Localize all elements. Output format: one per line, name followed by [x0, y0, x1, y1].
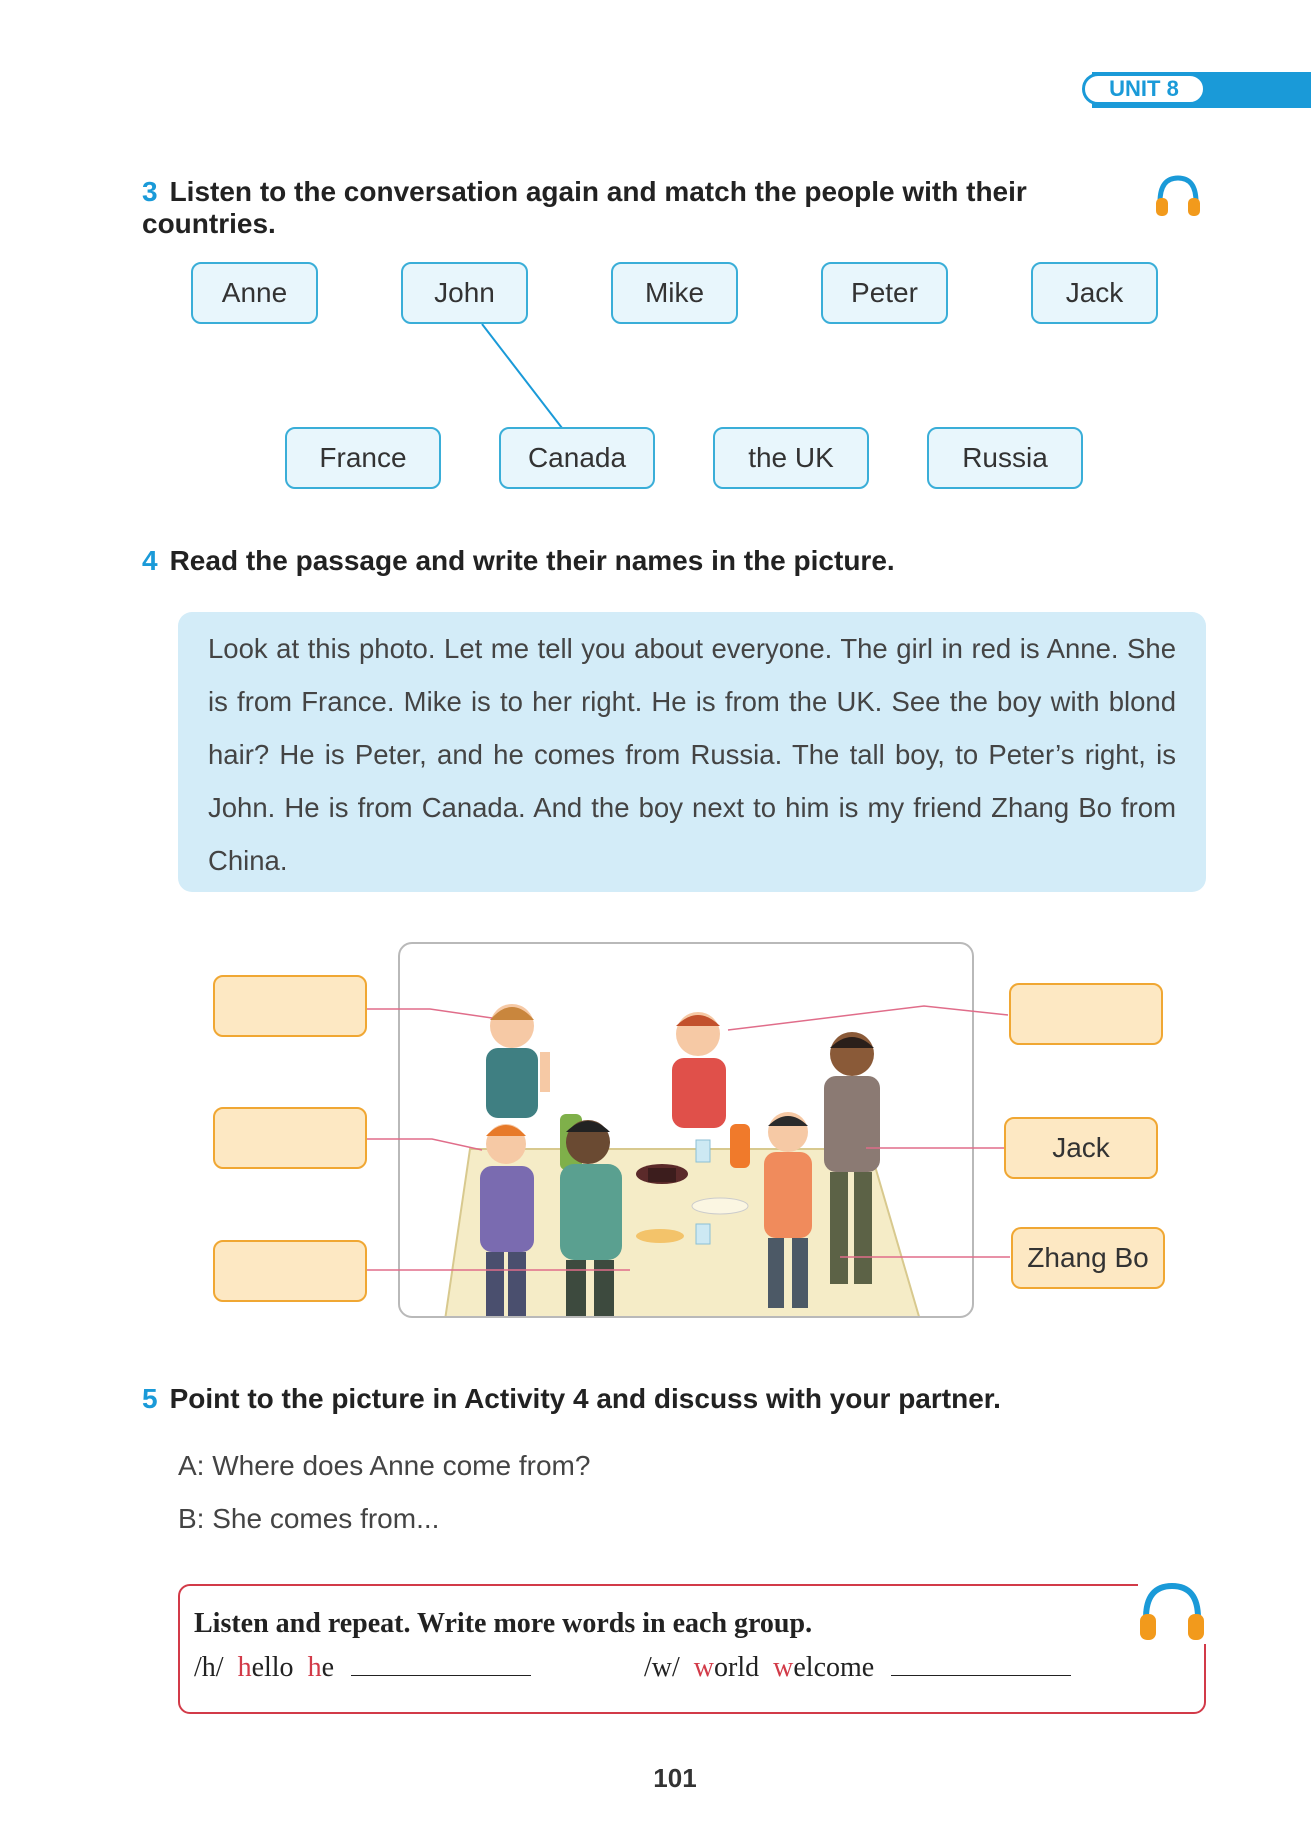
name-box-empty-2[interactable] [213, 1107, 367, 1169]
name-box-empty-1[interactable] [213, 975, 367, 1037]
name-box-empty-3[interactable] [213, 1240, 367, 1302]
person-john[interactable]: John [401, 262, 528, 324]
dialog-line-a: A: Where does Anne come from? [178, 1450, 591, 1481]
activity-5-heading [142, 1383, 1142, 1415]
activity-4-number: 4 [142, 545, 158, 576]
phonics-group-w [644, 1652, 1071, 1684]
activity-5-number: 5 [142, 1383, 158, 1414]
country-russia[interactable]: Russia [927, 427, 1083, 489]
activity-5-instruction: Point to the picture in Activity 4 and discuss with your partner. [169, 1383, 1001, 1414]
activity-3-instruction: Listen to the conversation again and match the people with their countries. [142, 176, 1027, 239]
phonics-box [178, 1584, 1206, 1714]
blank-w[interactable] [891, 1675, 1071, 1676]
sound-h: /h/ [194, 1652, 224, 1683]
name-box-zhang-bo[interactable]: Zhang Bo [1011, 1227, 1165, 1289]
person-jack[interactable]: Jack [1031, 262, 1158, 324]
word-welcome-rest: elcome [793, 1652, 875, 1683]
unit-label: UNIT 8 [1082, 73, 1206, 105]
name-box-empty-4[interactable] [1009, 983, 1163, 1045]
word-he-rest: e [321, 1652, 334, 1683]
activity-4-instruction: Read the passage and write their names in the picture. [169, 545, 895, 576]
dialog-line-b: B: She comes from... [178, 1503, 440, 1534]
country-canada[interactable]: Canada [499, 427, 655, 489]
country-the-uk[interactable]: the UK [713, 427, 869, 489]
person-peter[interactable]: Peter [821, 262, 948, 324]
page-number: 101 [653, 1763, 697, 1793]
reading-passage: Look at this photo. Let me tell you about everyone. The girl in red is Anne. She is from France. Mike is to her right. He is from the UK. See the boy with blond hair? He is Peter, and he comes from Russia. The tall boy, to Peter’s right, is John. He is from Canada. And the boy next to him is my friend Zhang Bo from China. [178, 612, 1206, 892]
activity-3-number: 3 [142, 176, 158, 207]
word-hello-first: h [237, 1652, 252, 1683]
word-world-rest: orld [714, 1652, 760, 1683]
person-mike[interactable]: Mike [611, 262, 738, 324]
country-france[interactable]: France [285, 427, 441, 489]
phonics-title: Listen and repeat. Write more words in each group. [194, 1608, 813, 1639]
word-he-first: h [307, 1652, 322, 1683]
sound-w: /w/ [644, 1652, 680, 1683]
word-welcome-first: w [773, 1652, 794, 1683]
name-box-jack[interactable]: Jack [1004, 1117, 1158, 1179]
phonics-group-h [194, 1652, 531, 1684]
headphones-icon[interactable] [1138, 1578, 1206, 1644]
word-world-first: w [693, 1652, 715, 1683]
word-hello-rest: ello [251, 1652, 294, 1683]
person-anne[interactable]: Anne [191, 262, 318, 324]
blank-h[interactable] [351, 1675, 531, 1676]
